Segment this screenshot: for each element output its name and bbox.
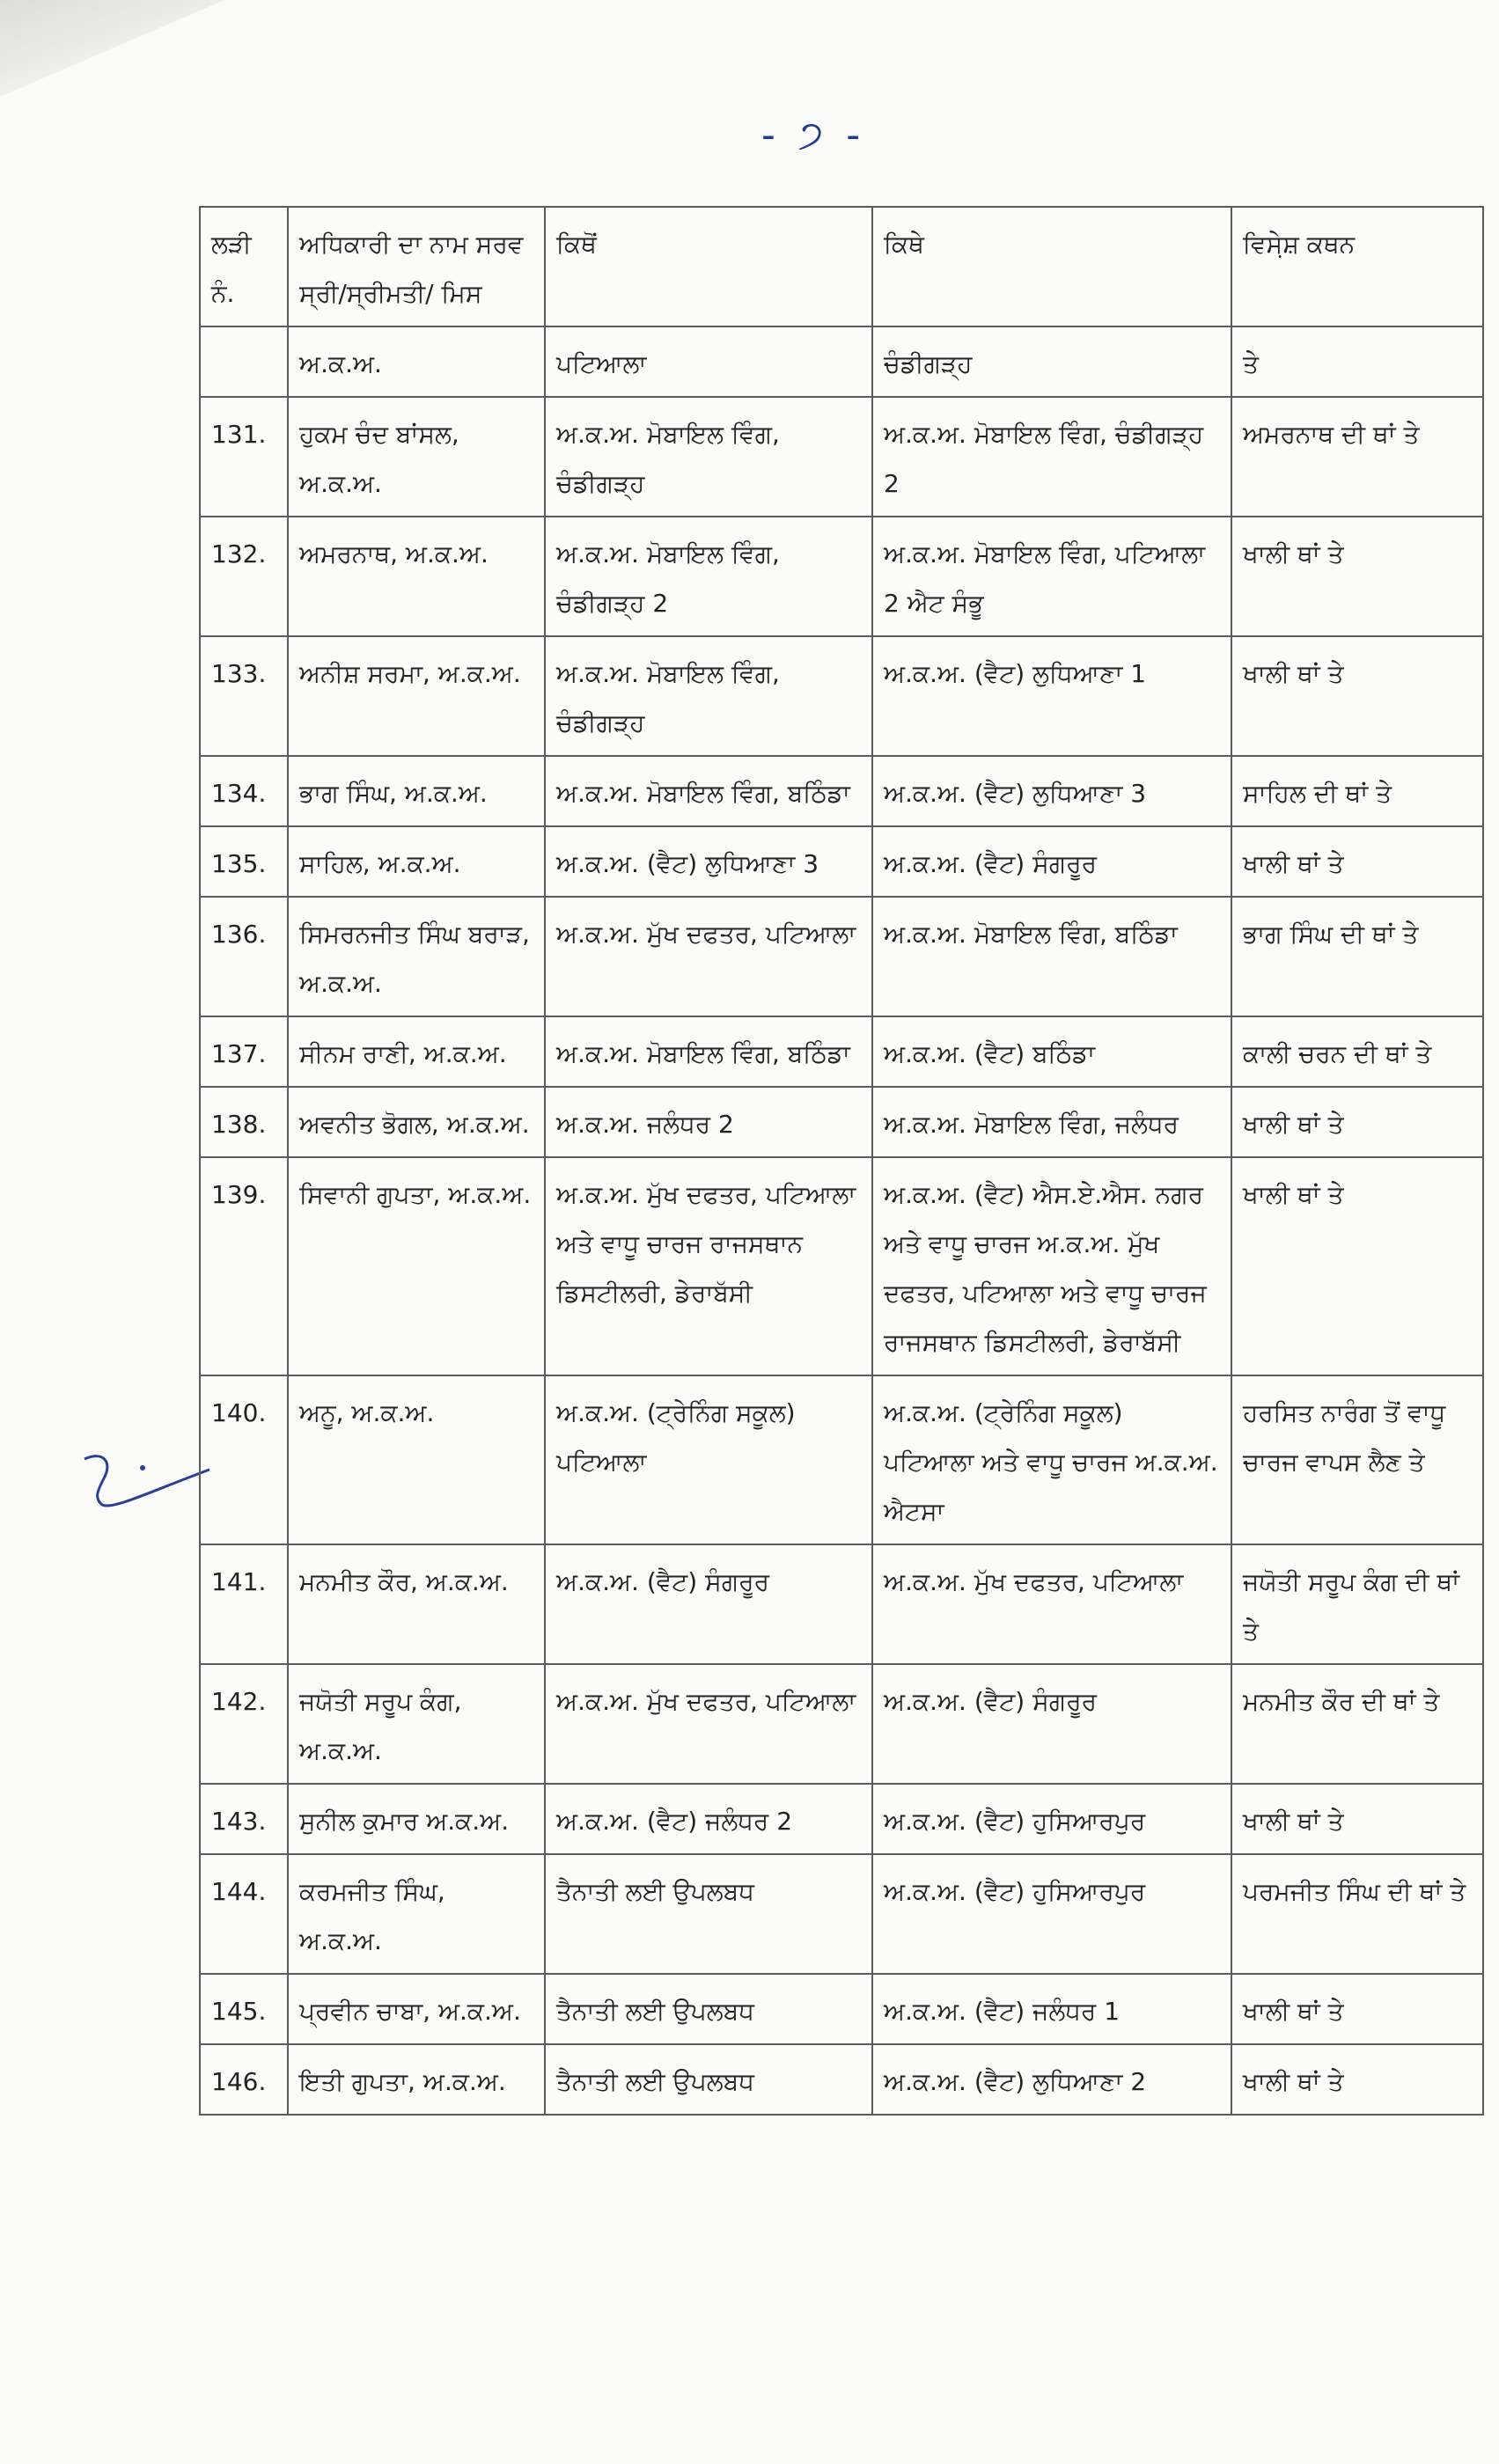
header-officer-name: ਅਧਿਕਾਰੀ ਦਾ ਨਾਮ ਸਰਵ ਸ੍ਰੀ/ਸ੍ਰੀਮਤੀ/ ਮਿਸ bbox=[288, 207, 545, 326]
cell-officer-name: ਪ੍ਰਵੀਨ ਚਾਬਾ, ਅ.ਕ.ਅ. bbox=[288, 1974, 545, 2044]
cell-to: ਅ.ਕ.ਅ. ਮੋਬਾਇਲ ਵਿੰਗ, ਪਟਿਆਲਾ 2 ਐਟ ਸੰਭੂ bbox=[872, 517, 1231, 636]
cell-sr-no: 141. bbox=[200, 1544, 288, 1664]
cell-remarks: ਹਰਸਿਤ ਨਾਰੰਗ ਤੋਂ ਵਾਧੂ ਚਾਰਜ ਵਾਪਸ ਲੈਣ ਤੇ bbox=[1231, 1375, 1483, 1544]
cell-officer-name: ਭਾਗ ਸਿੰਘ, ਅ.ਕ.ਅ. bbox=[288, 756, 545, 826]
cell-sr-no: 139. bbox=[200, 1157, 288, 1375]
cell-remarks: ਸਾਹਿਲ ਦੀ ਥਾਂ ਤੇ bbox=[1231, 756, 1483, 826]
cell-officer-name: ਸਾਹਿਲ, ਅ.ਕ.ਅ. bbox=[288, 826, 545, 897]
cell-to: ਅ.ਕ.ਅ. (ਵੈਟ) ਲੁਧਿਆਣਾ 2 bbox=[872, 2044, 1231, 2115]
cell-to: ਅ.ਕ.ਅ. (ਵੈਟ) ਸੰਗਰੂਰ bbox=[872, 826, 1231, 897]
table-row bbox=[200, 756, 1483, 826]
cell-from: ਅ.ਕ.ਅ. ਮੁੱਖ ਦਫਤਰ, ਪਟਿਆਲਾ bbox=[545, 1664, 872, 1784]
cell-officer-name: ਅਵਨੀਤ ਭੋਗਲ, ਅ.ਕ.ਅ. bbox=[288, 1087, 545, 1157]
cell-to: ਅ.ਕ.ਅ. ਮੋਬਾਇਲ ਵਿੰਗ, ਬਠਿੰਡਾ bbox=[872, 897, 1231, 1016]
table-row bbox=[200, 2044, 1483, 2115]
cell-remarks: ਕਾਲੀ ਚਰਨ ਦੀ ਥਾਂ ਤੇ bbox=[1231, 1016, 1483, 1087]
header-sr-no: ਲੜੀ ਨੰ. bbox=[200, 207, 288, 326]
cell-to: ਚੰਡੀਗੜ੍ਹ bbox=[872, 326, 1231, 397]
cell-remarks: ਖਾਲੀ ਥਾਂ ਤੇ bbox=[1231, 1087, 1483, 1157]
table-header-row bbox=[200, 207, 1483, 326]
cell-sr-no: 145. bbox=[200, 1974, 288, 2044]
cell-to: ਅ.ਕ.ਅ. (ਵੈਟ) ਹੁਸਿਆਰਪੁਰ bbox=[872, 1784, 1231, 1854]
cell-remarks: ਤੇ bbox=[1231, 326, 1483, 397]
cell-to: ਅ.ਕ.ਅ. (ਵੈਟ) ਹੁਸਿਆਰਪੁਰ bbox=[872, 1854, 1231, 1974]
cell-from: ਪਟਿਆਲਾ bbox=[545, 326, 872, 397]
cell-officer-name: ਸੁਨੀਲ ਕੁਮਾਰ ਅ.ਕ.ਅ. bbox=[288, 1784, 545, 1854]
table-row bbox=[200, 1854, 1483, 1974]
cell-remarks: ਖਾਲੀ ਥਾਂ ਤੇ bbox=[1231, 1157, 1483, 1375]
header-to: ਕਿਥੇ bbox=[872, 207, 1231, 326]
table-row bbox=[200, 517, 1483, 636]
cell-officer-name: ਸਿਵਾਨੀ ਗੁਪਤਾ, ਅ.ਕ.ਅ. bbox=[288, 1157, 545, 1375]
cell-sr-no: 142. bbox=[200, 1664, 288, 1784]
cell-remarks: ਜਯੋਤੀ ਸਰੂਪ ਕੰਗ ਦੀ ਥਾਂ ਤੇ bbox=[1231, 1544, 1483, 1664]
cell-officer-name: ਕਰਮਜੀਤ ਸਿੰਘ, ਅ.ਕ.ਅ. bbox=[288, 1854, 545, 1974]
table-row bbox=[200, 1664, 1483, 1784]
cell-officer-name: ਇਤੀ ਗੁਪਤਾ, ਅ.ਕ.ਅ. bbox=[288, 2044, 545, 2115]
cell-sr-no: 135. bbox=[200, 826, 288, 897]
table-row bbox=[200, 1016, 1483, 1087]
table-row bbox=[200, 826, 1483, 897]
cell-from: ਅ.ਕ.ਅ. (ਵੈਟ) ਸੰਗਰੂਰ bbox=[545, 1544, 872, 1664]
cell-from: ਅ.ਕ.ਅ. ਮੁੱਖ ਦਫਤਰ, ਪਟਿਆਲਾ ਅਤੇ ਵਾਧੂ ਚਾਰਜ ਰਾਜਸਥਾਨ ਡਿਸਟੀਲਰੀ, ਡੇਰਾਬੱਸੀ bbox=[545, 1157, 872, 1375]
table-row bbox=[200, 1157, 1483, 1375]
cell-sr-no: 134. bbox=[200, 756, 288, 826]
cell-to: ਅ.ਕ.ਅ. (ਵੈਟ) ਸੰਗਰੂਰ bbox=[872, 1664, 1231, 1784]
cell-officer-name: ਅਨੂ, ਅ.ਕ.ਅ. bbox=[288, 1375, 545, 1544]
cell-from: ਤੈਨਾਤੀ ਲਈ ਉਪਲਬਧ bbox=[545, 2044, 872, 2115]
cell-remarks: ਖਾਲੀ ਥਾਂ ਤੇ bbox=[1231, 636, 1483, 756]
cell-from: ਅ.ਕ.ਅ. ਮੋਬਾਇਲ ਵਿੰਗ, ਬਠਿੰਡਾ bbox=[545, 1016, 872, 1087]
page-number: - ੭ - bbox=[761, 113, 866, 158]
cell-remarks: ਖਾਲੀ ਥਾਂ ਤੇ bbox=[1231, 1974, 1483, 2044]
cell-to: ਅ.ਕ.ਅ. (ਵੈਟ) ਐਸ.ਏ.ਐਸ. ਨਗਰ ਅਤੇ ਵਾਧੂ ਚਾਰਜ ਅ.ਕ.ਅ. ਮੁੱਖ ਦਫਤਰ, ਪਟਿਆਲਾ ਅਤੇ ਵਾਧੂ ਚਾਰਜ ਰਾਜਸਥਾਨ ਡਿਸਟੀਲਰੀ, ਡੇਰਾਬੱਸੀ bbox=[872, 1157, 1231, 1375]
cell-sr-no: 146. bbox=[200, 2044, 288, 2115]
table-row bbox=[200, 897, 1483, 1016]
cell-remarks: ਪਰਮਜੀਤ ਸਿੰਘ ਦੀ ਥਾਂ ਤੇ bbox=[1231, 1854, 1483, 1974]
cell-from: ਅ.ਕ.ਅ. ਮੋਬਾਇਲ ਵਿੰਗ, ਚੰਡੀਗੜ੍ਹ 2 bbox=[545, 517, 872, 636]
cell-remarks: ਖਾਲੀ ਥਾਂ ਤੇ bbox=[1231, 517, 1483, 636]
table-row bbox=[200, 636, 1483, 756]
table-row bbox=[200, 1784, 1483, 1854]
cell-officer-name: ਅਨੀਸ਼ ਸਰਮਾ, ਅ.ਕ.ਅ. bbox=[288, 636, 545, 756]
cell-officer-name: ਸਿਮਰਨਜੀਤ ਸਿੰਘ ਬਰਾੜ, ਅ.ਕ.ਅ. bbox=[288, 897, 545, 1016]
cell-from: ਅ.ਕ.ਅ. ਮੋਬਾਇਲ ਵਿੰਗ, ਚੰਡੀਗੜ੍ਹ bbox=[545, 397, 872, 517]
cell-sr-no: 140. bbox=[200, 1375, 288, 1544]
table-row bbox=[200, 397, 1483, 517]
cell-remarks: ਅਮਰਨਾਥ ਦੀ ਥਾਂ ਤੇ bbox=[1231, 397, 1483, 517]
cell-remarks: ਭਾਗ ਸਿੰਘ ਦੀ ਥਾਂ ਤੇ bbox=[1231, 897, 1483, 1016]
cell-to: ਅ.ਕ.ਅ. ਮੁੱਖ ਦਫਤਰ, ਪਟਿਆਲਾ bbox=[872, 1544, 1231, 1664]
cell-remarks: ਖਾਲੀ ਥਾਂ ਤੇ bbox=[1231, 1784, 1483, 1854]
cell-to: ਅ.ਕ.ਅ. ਮੋਬਾਇਲ ਵਿੰਗ, ਚੰਡੀਗੜ੍ਹ 2 bbox=[872, 397, 1231, 517]
cell-from: ਤੈਨਾਤੀ ਲਈ ਉਪਲਬਧ bbox=[545, 1974, 872, 2044]
cell-sr-no: 138. bbox=[200, 1087, 288, 1157]
cell-sr-no: 131. bbox=[200, 397, 288, 517]
handwritten-initial-mark bbox=[77, 1443, 218, 1514]
cell-to: ਅ.ਕ.ਅ. ਮੋਬਾਇਲ ਵਿੰਗ, ਜਲੰਧਰ bbox=[872, 1087, 1231, 1157]
table-row bbox=[200, 326, 1483, 397]
cell-remarks: ਮਨਮੀਤ ਕੌਰ ਦੀ ਥਾਂ ਤੇ bbox=[1231, 1664, 1483, 1784]
table-row bbox=[200, 1087, 1483, 1157]
cell-from: ਅ.ਕ.ਅ. (ਵੈਟ) ਜਲੰਧਰ 2 bbox=[545, 1784, 872, 1854]
header-from: ਕਿਥੋਂ bbox=[545, 207, 872, 326]
cell-officer-name: ਮਨਮੀਤ ਕੌਰ, ਅ.ਕ.ਅ. bbox=[288, 1544, 545, 1664]
cell-to: ਅ.ਕ.ਅ. (ਵੈਟ) ਬਠਿੰਡਾ bbox=[872, 1016, 1231, 1087]
cell-from: ਅ.ਕ.ਅ. ਮੋਬਾਇਲ ਵਿੰਗ, ਚੰਡੀਗੜ੍ਹ bbox=[545, 636, 872, 756]
cell-remarks: ਖਾਲੀ ਥਾਂ ਤੇ bbox=[1231, 2044, 1483, 2115]
cell-to: ਅ.ਕ.ਅ. (ਵੈਟ) ਲੁਧਿਆਣਾ 3 bbox=[872, 756, 1231, 826]
cell-sr-no: 137. bbox=[200, 1016, 288, 1087]
table-row bbox=[200, 1375, 1483, 1544]
cell-from: ਅ.ਕ.ਅ. (ਵੈਟ) ਲੁਧਿਆਣਾ 3 bbox=[545, 826, 872, 897]
cell-from: ਅ.ਕ.ਅ. ਮੁੱਖ ਦਫਤਰ, ਪਟਿਆਲਾ bbox=[545, 897, 872, 1016]
cell-sr-no bbox=[200, 326, 288, 397]
cell-officer-name: ਸੀਨਮ ਰਾਣੀ, ਅ.ਕ.ਅ. bbox=[288, 1016, 545, 1087]
header-remarks: ਵਿਸੇ਼ਸ਼ ਕਥਨ bbox=[1231, 207, 1483, 326]
cell-officer-name: ਅ.ਕ.ਅ. bbox=[288, 326, 545, 397]
cell-officer-name: ਹੁਕਮ ਚੰਦ ਬਾਂਸਲ, ਅ.ਕ.ਅ. bbox=[288, 397, 545, 517]
cell-sr-no: 143. bbox=[200, 1784, 288, 1854]
cell-to: ਅ.ਕ.ਅ. (ਵੈਟ) ਲੁਧਿਆਣਾ 1 bbox=[872, 636, 1231, 756]
cell-to: ਅ.ਕ.ਅ. (ਟ੍ਰੇਨਿੰਗ ਸਕੂਲ) ਪਟਿਆਲਾ ਅਤੇ ਵਾਧੂ ਚਾਰਜ ਅ.ਕ.ਅ. ਐਟਸਾ bbox=[872, 1375, 1231, 1544]
cell-remarks: ਖਾਲੀ ਥਾਂ ਤੇ bbox=[1231, 826, 1483, 897]
cell-officer-name: ਅਮਰਨਾਥ, ਅ.ਕ.ਅ. bbox=[288, 517, 545, 636]
cell-from: ਅ.ਕ.ਅ. ਜਲੰਧਰ 2 bbox=[545, 1087, 872, 1157]
cell-from: ਅ.ਕ.ਅ. ਮੋਬਾਇਲ ਵਿੰਗ, ਬਠਿੰਡਾ bbox=[545, 756, 872, 826]
cell-sr-no: 136. bbox=[200, 897, 288, 1016]
transfer-table bbox=[199, 206, 1484, 2116]
table-row bbox=[200, 1544, 1483, 1664]
cell-sr-no: 132. bbox=[200, 517, 288, 636]
cell-to: ਅ.ਕ.ਅ. (ਵੈਟ) ਜਲੰਧਰ 1 bbox=[872, 1974, 1231, 2044]
cell-sr-no: 133. bbox=[200, 636, 288, 756]
cell-from: ਤੈਨਾਤੀ ਲਈ ਉਪਲਬਧ bbox=[545, 1854, 872, 1974]
cell-from: ਅ.ਕ.ਅ. (ਟ੍ਰੇਨਿੰਗ ਸਕੂਲ) ਪਟਿਆਲਾ bbox=[545, 1375, 872, 1544]
cell-sr-no: 144. bbox=[200, 1854, 288, 1974]
table-row bbox=[200, 1974, 1483, 2044]
cell-officer-name: ਜਯੋਤੀ ਸਰੂਪ ਕੰਗ, ਅ.ਕ.ਅ. bbox=[288, 1664, 545, 1784]
